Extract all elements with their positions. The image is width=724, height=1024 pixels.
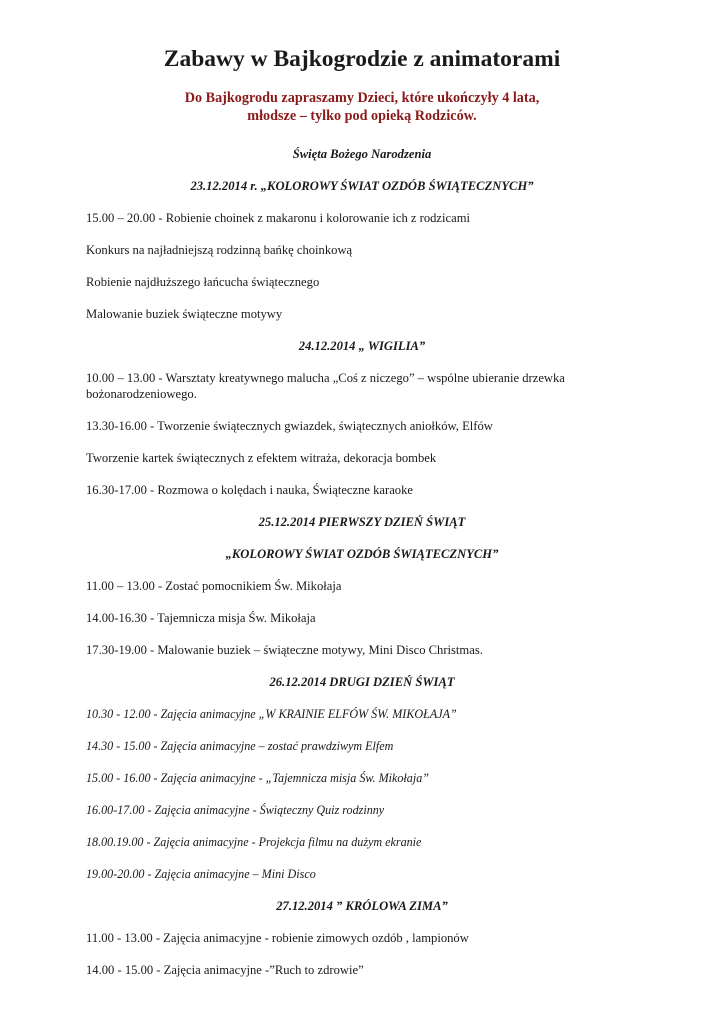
day-heading: 26.12.2014 DRUGI DZIEŃ ŚWIĄT (269, 675, 455, 689)
day-heading: 25.12.2014 PIERWSZY DZIEŃ ŚWIĄT (258, 515, 466, 529)
schedule-item: Konkurs na najładniejszą rodzinną bańkę choinkową (86, 243, 353, 257)
schedule-item: 15.00 - 16.00 - Zajęcia animacyjne - „Tajemnicza misja Św. Mikołaja” (86, 771, 429, 785)
schedule-item: 11.00 - 13.00 - Zajęcia animacyjne - robienie zimowych ozdób , lampionów (86, 931, 469, 945)
schedule-item: 13.30-16.00 - Tworzenie świątecznych gwiazdek, świątecznych aniołków, Elfów (86, 419, 493, 433)
schedule-item: 15.00 – 20.00 - Robienie choinek z makaronu i kolorowanie ich z rodzicami (86, 211, 470, 225)
schedule-item: 16.00-17.00 - Zajęcia animacyjne - Świąteczny Quiz rodzinny (86, 803, 385, 817)
day-heading: 23.12.2014 r. „KOLOROWY ŚWIAT OZDÓB ŚWIĄTECZNYCH” (190, 179, 534, 193)
schedule-item: 16.30-17.00 - Rozmowa o kolędach i nauka, Świąteczne karaoke (86, 483, 413, 497)
intro-line: Do Bajkogrodu zapraszamy Dzieci, które ukończyły 4 lata, (184, 90, 540, 106)
schedule-item: 18.00.19.00 - Zajęcia animacyjne - Projekcja filmu na dużym ekranie (86, 835, 422, 849)
schedule-item: 14.00-16.30 - Tajemnicza misja Św. Mikołaja (86, 611, 316, 625)
schedule-item: 10.00 – 13.00 - Warsztaty kreatywnego malucha „Coś z niczego” – wspólne ubieranie drzewka bożonarodzeniowego. (86, 371, 565, 401)
schedule-item: Robienie najdłuższego łańcucha świątecznego (86, 275, 320, 289)
schedule-item: 10.30 - 12.00 - Zajęcia animacyjne „W KRAINIE ELFÓW ŚW. MIKOŁAJA” (86, 707, 457, 721)
day-subheading: „KOLOROWY ŚWIAT OZDÓB ŚWIĄTECZNYCH” (225, 547, 499, 561)
schedule-item: 14.30 - 15.00 - Zajęcia animacyjne – zostać prawdziwym Elfem (86, 739, 394, 753)
schedule-item: Malowanie buziek świąteczne motywy (86, 307, 283, 321)
schedule-item: 19.00-20.00 - Zajęcia animacyjne – Mini Disco (86, 867, 316, 881)
intro-note (86, 89, 638, 125)
schedule-item: 14.00 - 15.00 - Zajęcia animacyjne -”Ruch to zdrowie” (86, 963, 364, 977)
schedule-item: 11.00 – 13.00 - Zostać pomocnikiem Św. Mikołaja (86, 579, 342, 593)
day-heading: 24.12.2014 „ WIGILIA” (298, 339, 426, 353)
section-heading: Święta Bożego Narodzenia (292, 147, 432, 161)
intro-line: młodsze – tylko pod opieką Rodziców. (247, 108, 477, 124)
document-title: Zabawy w Bajkogrodzie z animatorami (163, 46, 561, 72)
day-heading: 27.12.2014 ” KRÓLOWA ZIMA” (276, 899, 448, 913)
schedule-item: 17.30-19.00 - Malowanie buziek – świąteczne motywy, Mini Disco Christmas. (86, 643, 483, 657)
schedule-item: Tworzenie kartek świątecznych z efektem witraża, dekoracja bombek (86, 451, 437, 465)
